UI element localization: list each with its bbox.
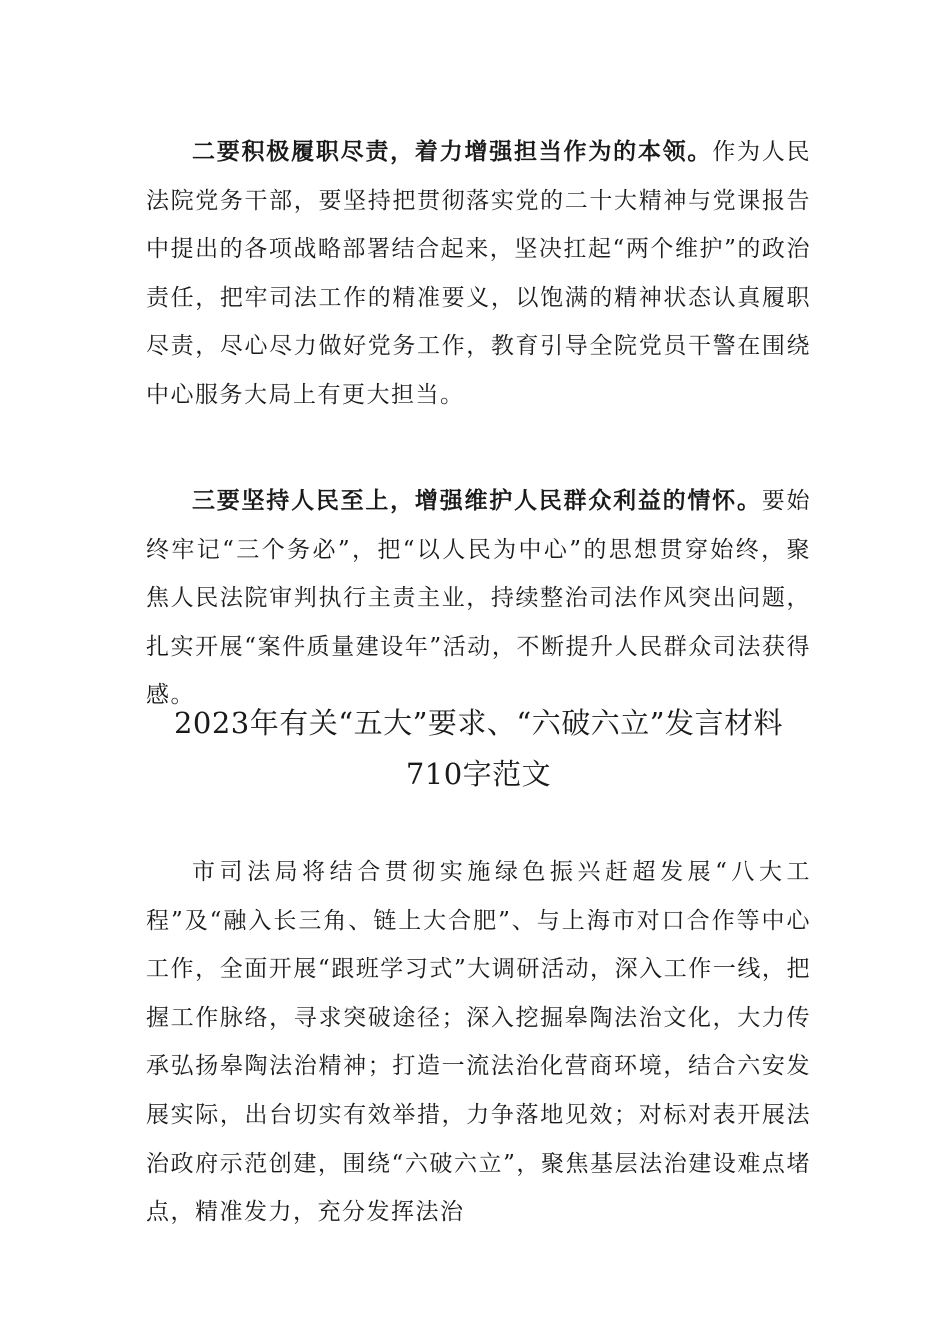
paragraph-duty: [146, 128, 811, 420]
paragraph-lead: 二要积极履职尽责，着力增强担当作为的本领。: [192, 138, 713, 165]
paragraph-body: 要始终牢记“三个务必”，把“以人民为中心”的思想贯穿始终，聚焦人民法院审判执行主责主业，持续整治司法作风突出问题，扎实开展“案件质量建设年”活动，不断提升人民群众司法获得感。: [146, 488, 812, 709]
paragraph-body: 市司法局将结合贯彻实施绿色振兴赶超发展“八大工程”及“融入长三角、链上大合肥”、与上海市对口合作等中心工作，全面开展“跟班学习式”大调研活动，深入工作一线，把握工作脉络，寻求突破途径；深入挖掘皋陶法治文化，大力传承弘扬皋陶法治精神；打造一流法治化营商环境，结合六安发展实际，出台切实有效举措，力争落地见效；对标对表开展法治政府示范创建，围绕“六破六立”，聚焦基层法治建设难点堵点，精准发力，充分发挥法治: [146, 859, 811, 1226]
title-line-2: 710字范文: [405, 757, 552, 791]
paragraph-people: [146, 477, 811, 720]
title-line-1: 2023年有关“五大”要求、“六破六立”发言材料: [173, 706, 784, 740]
paragraph-body: 作为人民法院党务干部，要坚持把贯彻落实党的二十大精神与党课报告中提出的各项战略部署结合起来，坚决扛起“两个维护”的政治责任，把牢司法工作的精准要义，以饱满的精神状态认真履职尽责，尽心尽力做好党务工作，教育引导全院党员干警在围绕中心服务大局上有更大担当。: [146, 139, 812, 408]
paragraph-lead: 三要坚持人民至上，增强维护人民群众利益的情怀。: [192, 487, 762, 514]
document-title: [146, 698, 811, 800]
paragraph-bureau: [146, 848, 811, 1237]
